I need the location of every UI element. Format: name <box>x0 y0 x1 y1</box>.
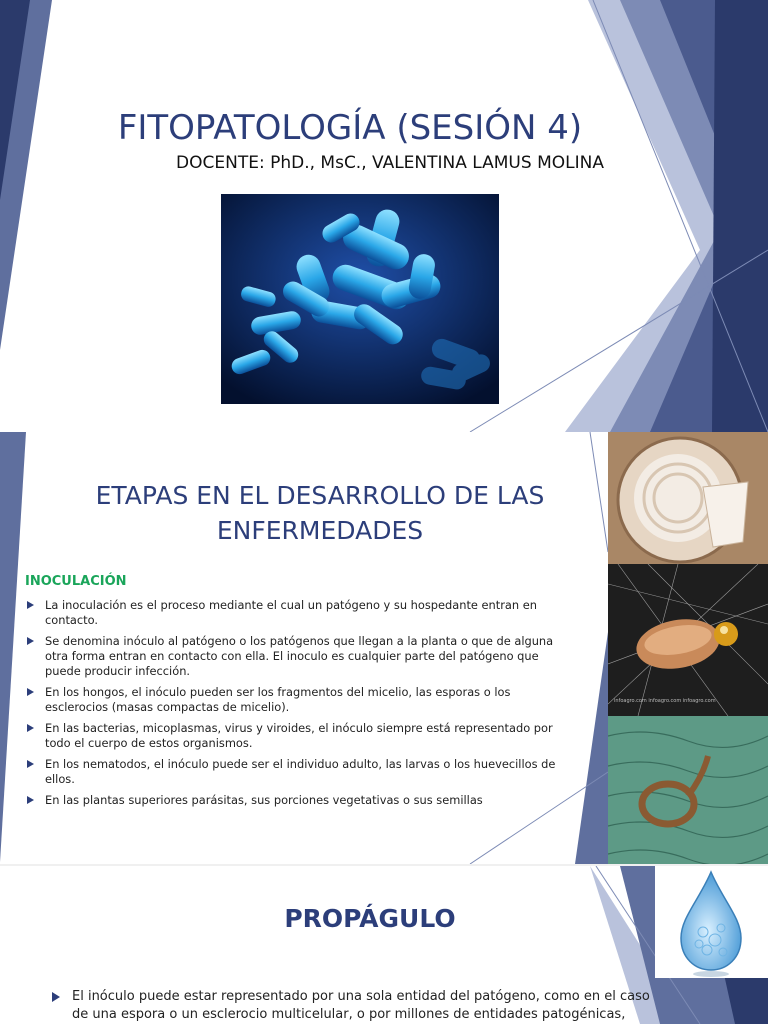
water-drop-image <box>655 866 768 978</box>
bullet-list <box>50 988 650 1024</box>
water-drop-illustration <box>655 866 768 978</box>
bullet-arrow-icon <box>52 992 60 1002</box>
nematode-illustration <box>608 716 768 864</box>
fungus-mycelium-image <box>608 564 768 716</box>
bullet-arrow-icon <box>27 724 34 732</box>
bullet-arrow-icon <box>27 637 34 645</box>
nematode-image <box>608 716 768 864</box>
section-heading: INOCULACIÓN <box>25 574 127 589</box>
list-item: En las bacterias, micoplasmas, virus y viroides, el inóculo siempre está representado por todo el cuerpo de estos organismos. <box>25 721 560 751</box>
bullet-arrow-icon <box>27 601 34 609</box>
title-slide <box>0 0 768 432</box>
bullet-list <box>25 598 560 814</box>
petri-dish-illustration <box>608 432 768 564</box>
list-item: En los nematodos, el inóculo puede ser el individuo adulto, las larvas o los huevecillos de ellos. <box>25 757 560 787</box>
mycelium-illustration <box>608 564 768 716</box>
bullet-arrow-icon <box>27 688 34 696</box>
bacteria-image <box>221 194 499 404</box>
slide-title: PROPÁGULO <box>284 904 456 933</box>
list-item: En los hongos, el inóculo pueden ser los fragmentos del micelio, las esporas o los esclerocios (masas compactas de micelio). <box>25 685 560 715</box>
list-item: El inóculo puede estar representado por una sola entidad del patógeno, como en el caso de una espora o un esclerocio multicelular, o por millones de entidades patogénicas, <box>50 988 650 1024</box>
content-slide-inoculacion <box>0 432 768 864</box>
slide-title: FITOPATOLOGÍA (SESIÓN 4) <box>117 108 583 148</box>
list-item: La inoculación es el proceso mediante el cual un patógeno y su hospedante entran en contacto. <box>25 598 560 628</box>
photo-caption: infoagro.com infoagro.com infoagro.com <box>614 698 716 704</box>
list-item: Se denomina inóculo al patógeno o los patógenos que llegan a la planta o que de alguna otra forma entran en contacto con ella. El inoculo es cualquier parte del patógeno que puede producir infección. <box>25 634 560 679</box>
bacteria-illustration <box>221 194 499 404</box>
bullet-arrow-icon <box>27 796 34 804</box>
slide-title: ETAPAS EN EL DESARROLLO DE LAS ENFERMEDADES <box>95 481 545 545</box>
content-slide-propagulo <box>0 866 768 1024</box>
bullet-arrow-icon <box>27 760 34 768</box>
list-item: En las plantas superiores parásitas, sus porciones vegetativas o sus semillas <box>25 793 560 808</box>
fungus-petri-dish-image <box>608 432 768 564</box>
slide-subtitle: DOCENTE: PhD., MsC., VALENTINA LAMUS MOLINA <box>176 153 604 173</box>
